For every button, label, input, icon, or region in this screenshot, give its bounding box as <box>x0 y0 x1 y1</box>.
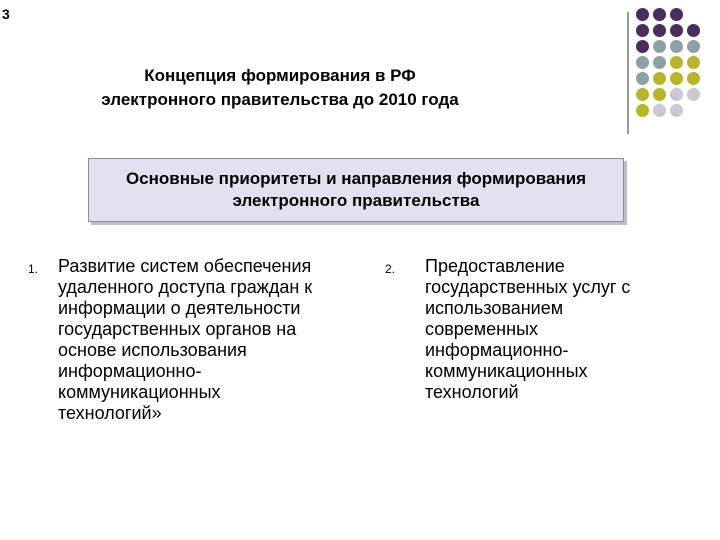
decorative-dot <box>653 24 666 37</box>
dot-row <box>636 40 716 53</box>
decorative-dot <box>636 24 649 37</box>
decorative-dot <box>687 8 700 21</box>
decorative-dot <box>670 56 683 69</box>
decorative-dot <box>636 40 649 53</box>
decorative-dot <box>670 24 683 37</box>
dot-row <box>636 88 716 101</box>
decorative-dot <box>687 72 700 85</box>
list-item-text: Предоставление государственных услуг с использованием современных информационно-коммуникационных технологий <box>425 256 631 402</box>
dot-row <box>636 56 716 69</box>
decorative-dot <box>670 88 683 101</box>
decorative-vertical-line <box>627 12 629 134</box>
decorative-dot <box>687 40 700 53</box>
slide-number: 3 <box>2 6 10 22</box>
decorative-dot <box>687 56 700 69</box>
decorative-dot <box>670 72 683 85</box>
decorative-dot <box>653 8 666 21</box>
decorative-dot <box>653 88 666 101</box>
decorative-dot <box>636 72 649 85</box>
decorative-dot-grid <box>636 8 716 120</box>
list-item-text: Развитие систем обеспечения удаленного доступа граждан к информации о деятельности государственных органов на основе использования информационно-коммуникационных технологий» <box>58 256 313 423</box>
decorative-dot <box>636 104 649 117</box>
decorative-dot <box>687 24 700 37</box>
decorative-dot <box>636 56 649 69</box>
decorative-dot <box>653 56 666 69</box>
decorative-dot <box>653 40 666 53</box>
decorative-dot <box>687 88 700 101</box>
priorities-box-text: Основные приоритеты и направления формирования электронного правительства <box>125 169 587 210</box>
decorative-dot <box>636 88 649 101</box>
list-item-number: 2. <box>385 262 396 276</box>
decorative-dot <box>687 104 700 117</box>
decorative-dot <box>670 104 683 117</box>
slide-title: Концепция формирования в РФ электронного правительства до 2010 года <box>101 66 459 109</box>
dot-row <box>636 72 716 85</box>
dot-row <box>636 104 716 117</box>
decorative-dot <box>636 8 649 21</box>
dot-row <box>636 8 716 21</box>
list-item-number: 1. <box>28 262 39 276</box>
priorities-box <box>88 158 624 222</box>
decorative-dot <box>653 104 666 117</box>
decorative-dot <box>653 72 666 85</box>
dot-row <box>636 24 716 37</box>
decorative-dot <box>670 40 683 53</box>
decorative-dot <box>670 8 683 21</box>
